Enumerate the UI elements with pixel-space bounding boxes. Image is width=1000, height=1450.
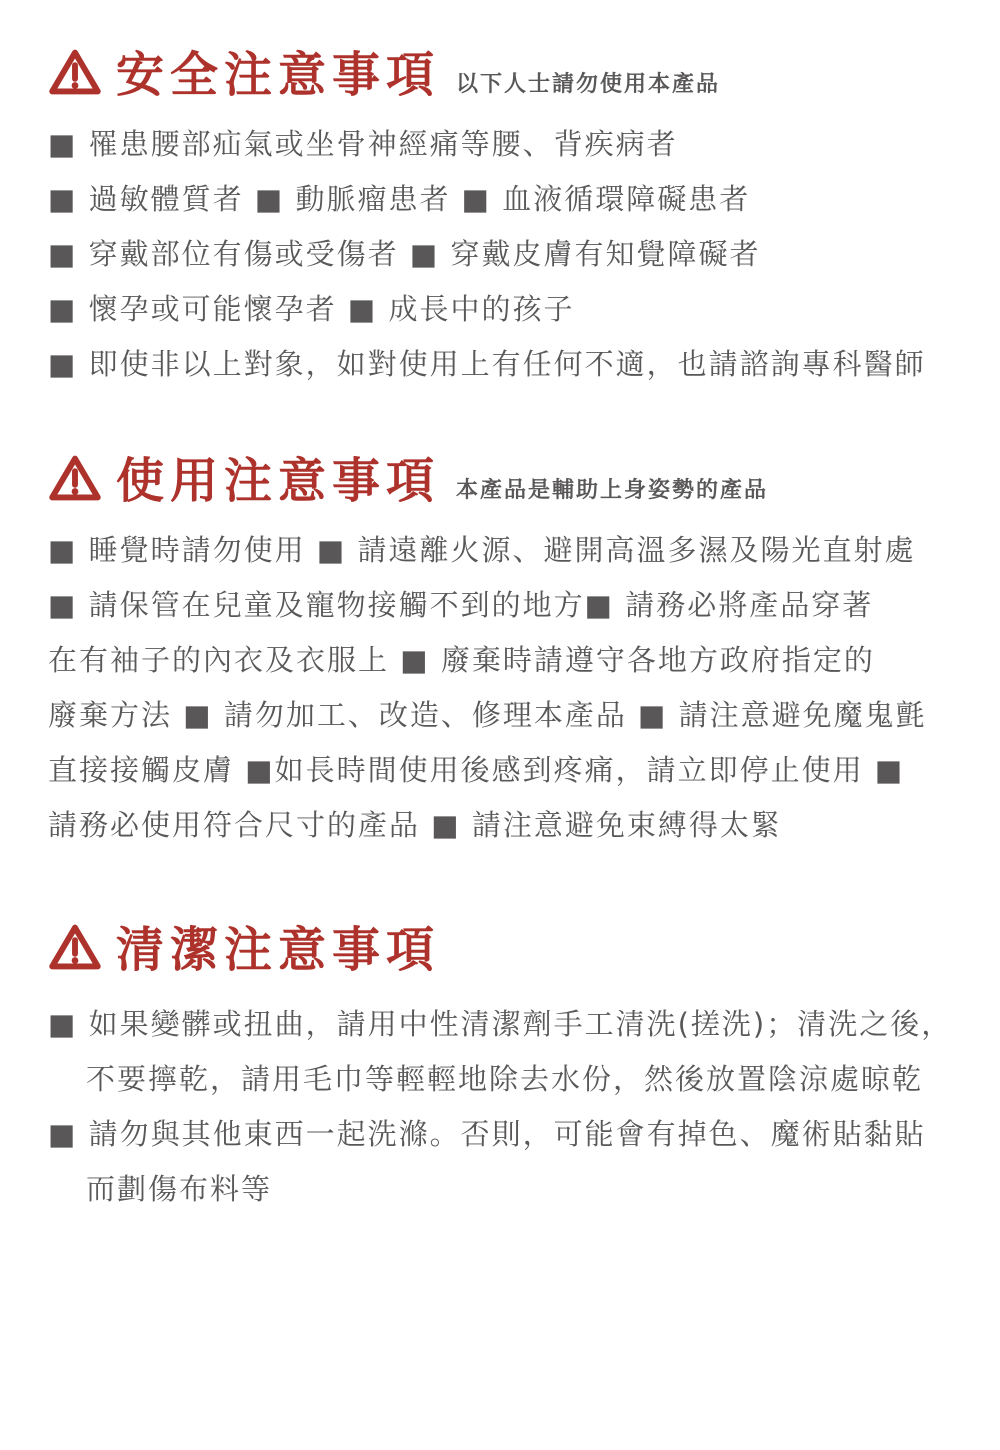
notice-line: ■ 如果變髒或扭曲，請用中性清潔劑手工清洗(搓洗)；清洗之後， bbox=[48, 1007, 953, 1041]
section-safety bbox=[48, 36, 964, 392]
section-cleaning-lines bbox=[48, 997, 964, 1217]
warning-triangle-icon bbox=[48, 453, 102, 503]
notice-line: 廢棄方法 ■ 請勿加工、改造、修理本產品 ■ 請注意避免魔鬼氈 bbox=[48, 698, 927, 732]
section-usage-lines bbox=[48, 523, 964, 853]
section-safety-lines bbox=[48, 117, 964, 392]
section-usage-title: 使用注意事項 bbox=[116, 453, 441, 509]
notice-line: 而劃傷布料等 bbox=[86, 1172, 273, 1206]
notice-line: 請務必使用符合尺寸的產品 ■ 請注意避免束縛得太緊 bbox=[48, 808, 782, 842]
notice-line: ■ 懷孕或可能懷孕者 ■ 成長中的孩子 bbox=[48, 292, 575, 326]
notice-line: ■ 罹患腰部疝氣或坐骨神經痛等腰、背疾病者 bbox=[48, 127, 678, 161]
safety-notice-document bbox=[48, 0, 964, 1217]
notice-line: ■ 穿戴部位有傷或受傷者 ■ 穿戴皮膚有知覺障礙者 bbox=[48, 237, 761, 271]
section-safety-subtitle: 以下人士請勿使用本產品 bbox=[456, 71, 721, 97]
notice-line: 在有袖子的內衣及衣服上 ■ 廢棄時請遵守各地方政府指定的 bbox=[48, 643, 875, 677]
section-usage-header bbox=[48, 442, 964, 511]
section-cleaning-title: 清潔注意事項 bbox=[116, 922, 441, 978]
notice-line: 不要擰乾，請用毛巾等輕輕地除去水份，然後放置陰涼處晾乾 bbox=[86, 1062, 924, 1096]
notice-line: ■ 請保管在兒童及寵物接觸不到的地方■ 請務必將產品穿著 bbox=[48, 588, 874, 622]
warning-triangle-icon bbox=[48, 922, 102, 972]
section-safety-title: 安全注意事項 bbox=[116, 47, 441, 103]
notice-line: ■ 睡覺時請勿使用 ■ 請遠離火源、避開高溫多濕及陽光直射處 bbox=[48, 533, 916, 567]
notice-line: ■ 即使非以上對象，如對使用上有任何不適，也請諮詢專科醫師 bbox=[48, 347, 926, 381]
section-usage-subtitle: 本產品是輔助上身姿勢的產品 bbox=[456, 477, 769, 503]
notice-line: 直接接觸皮膚 ■如長時間使用後感到疼痛，請立即停止使用 ■ bbox=[48, 753, 905, 787]
notice-line: ■ 請勿與其他東西一起洗滌。否則，可能會有掉色、魔術貼黏貼 bbox=[48, 1117, 926, 1151]
section-usage bbox=[48, 442, 964, 853]
warning-triangle-icon bbox=[48, 47, 102, 97]
section-cleaning-header bbox=[48, 911, 964, 980]
notice-line: ■ 過敏體質者 ■ 動脈瘤患者 ■ 血液循環障礙患者 bbox=[48, 182, 751, 216]
section-cleaning bbox=[48, 911, 964, 1217]
section-safety-header bbox=[48, 36, 964, 105]
